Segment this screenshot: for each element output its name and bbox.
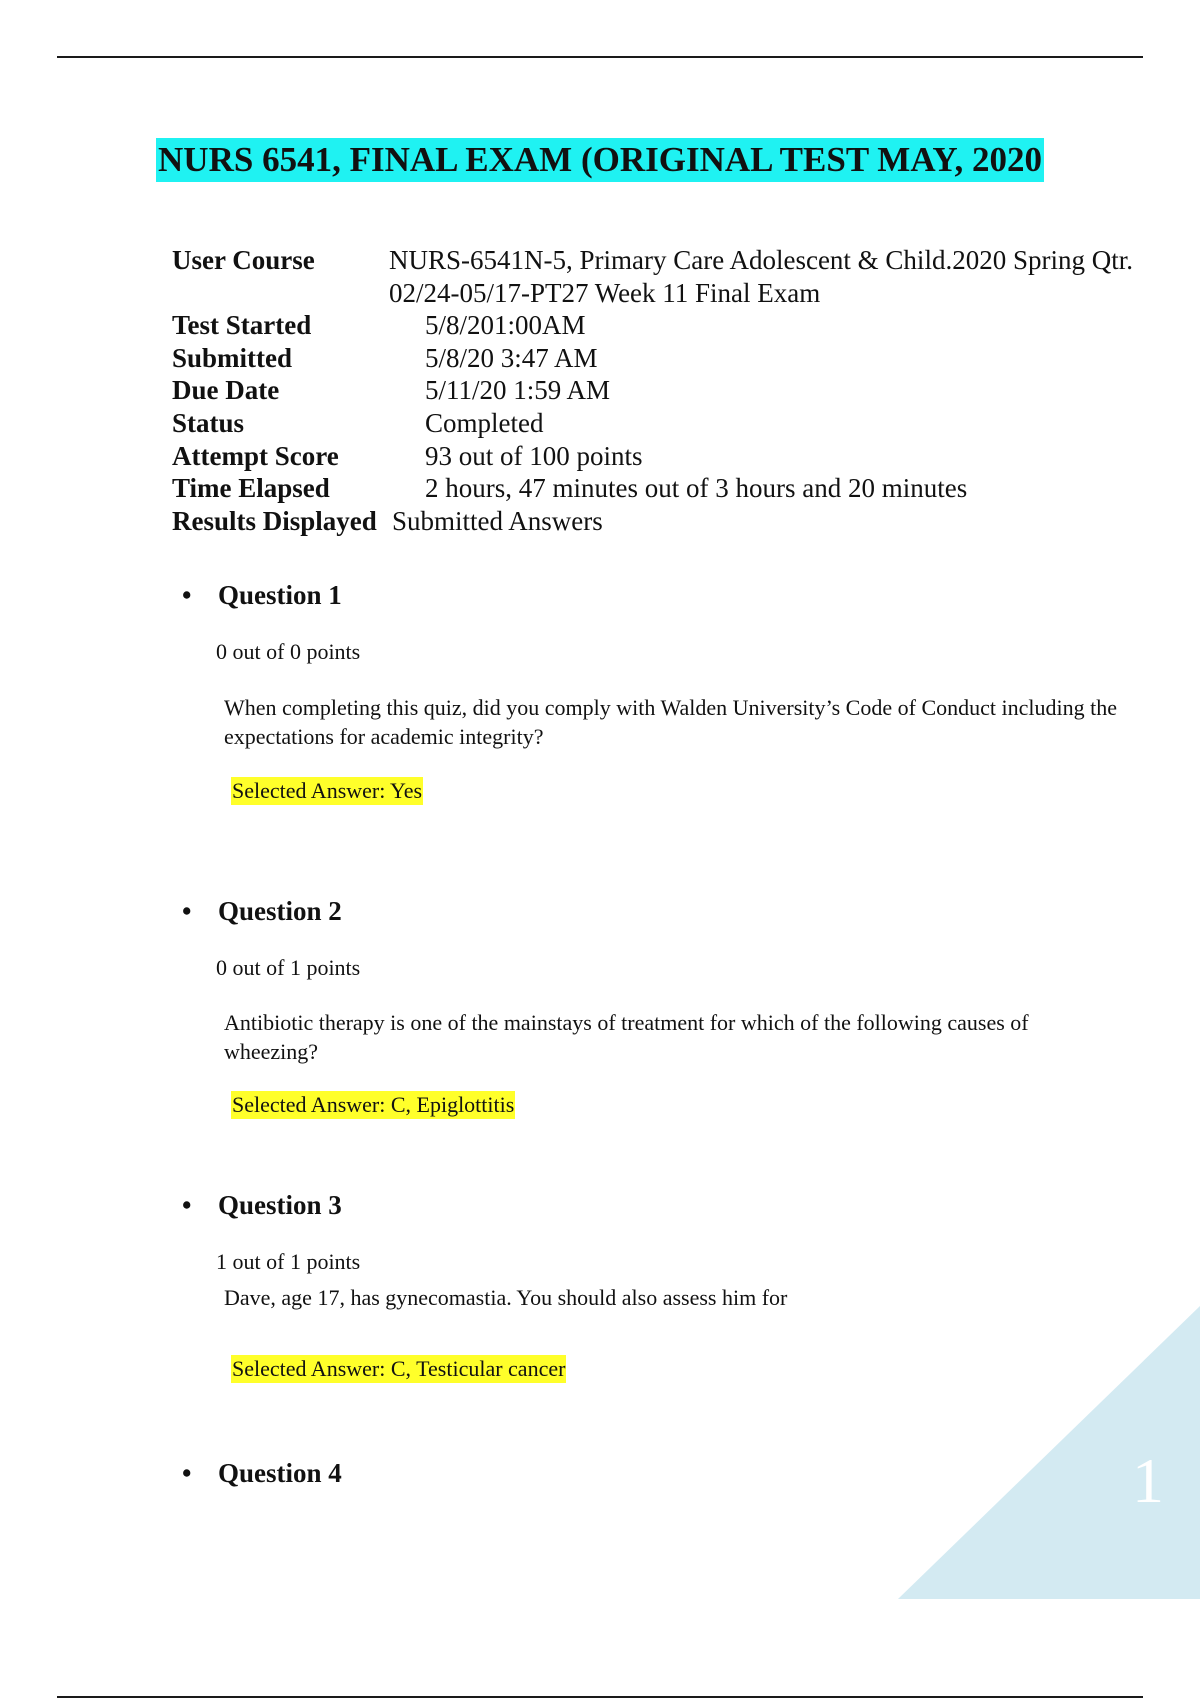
question-title: Question 3 (218, 1190, 342, 1220)
question-points: 0 out of 1 points (216, 955, 361, 980)
question-heading (182, 1189, 342, 1221)
question-text: Dave, age 17, has gynecomastia. You should also assess him for (224, 1285, 788, 1310)
meta-label: Test Started (172, 310, 312, 341)
meta-value: 2 hours, 47 minutes out of 3 hours and 20 minutes (425, 473, 968, 504)
meta-label: Status (172, 407, 245, 438)
meta-value: 93 out of 100 points (425, 440, 643, 471)
meta-value: 5/8/20 3:47 AM (425, 342, 598, 373)
question-text: Antibiotic therapy is one of the mainstays of treatment for which of the following causes of wheezing? (224, 1010, 1029, 1064)
meta-label: Due Date (172, 375, 280, 406)
bullet-icon: • (182, 896, 192, 926)
bullet-icon: • (182, 580, 192, 610)
meta-label: Attempt Score (172, 440, 339, 471)
question-title: Question 1 (218, 580, 342, 610)
exam-title: NURS 6541, FINAL EXAM (ORIGINAL TEST MAY, 2020 (156, 138, 1044, 182)
meta-label: Results Displayed (172, 505, 377, 536)
bottom-rule (57, 1696, 1143, 1698)
bullet-icon: • (182, 1458, 192, 1488)
selected-answer: Selected Answer: C, Testicular cancer (232, 1356, 566, 1381)
meta-label: User Course (172, 245, 315, 275)
top-rule (57, 56, 1143, 58)
selected-answer: Selected Answer: C, Epiglottitis (232, 1092, 515, 1117)
question-points: 0 out of 0 points (216, 639, 361, 664)
question-heading (182, 895, 342, 927)
question-heading (182, 1457, 342, 1489)
meta-label: Submitted (172, 342, 293, 373)
meta-value: NURS-6541N-5, Primary Care Adolescent & Child.2020 Spring Qtr. 02/24-05/17-PT27 Week 11 Final Exam (389, 245, 1133, 308)
title-block (0, 138, 1200, 182)
bullet-icon: • (182, 1190, 192, 1220)
question-points: 1 out of 1 points (216, 1249, 361, 1274)
page-number: 1 (1132, 1445, 1164, 1516)
question-heading (182, 579, 342, 611)
meta-value: 5/11/20 1:59 AM (425, 375, 611, 406)
meta-value: 5/8/201:00AM (425, 310, 586, 341)
question-text: When completing this quiz, did you comply with Walden University’s Code of Conduct including the expectations for academic integrity? (224, 695, 1117, 749)
question-title: Question 4 (218, 1458, 342, 1488)
meta-value: Completed (425, 407, 544, 438)
question-title: Question 2 (218, 896, 342, 926)
meta-label: Time Elapsed (172, 473, 330, 504)
selected-answer: Selected Answer: Yes (232, 778, 423, 803)
meta-value: Submitted Answers (392, 505, 603, 536)
